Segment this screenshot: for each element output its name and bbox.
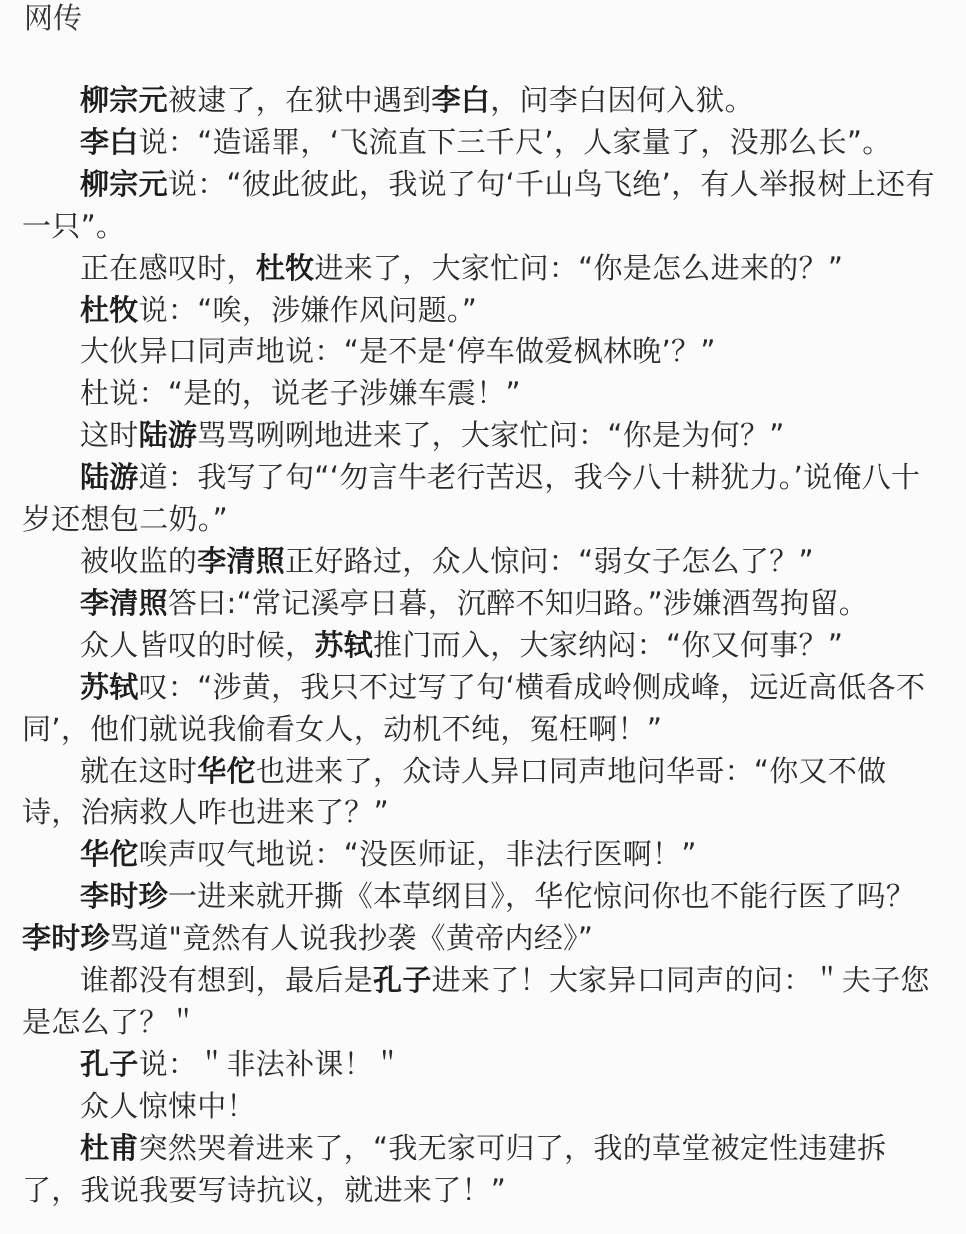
person-name: 杜牧 [255,250,315,285]
person-name: 华佗 [80,837,139,872]
paragraph-text: 说：“唉，涉嫌作风问题。” [138,292,478,327]
person-name: 杜甫 [80,1130,139,1165]
story-paragraph [22,667,942,751]
person-name: 柳宗元 [80,83,168,117]
source-label: 网传 [24,1,83,35]
story-paragraph [22,960,942,1044]
person-name: 李白 [80,124,139,159]
paragraph-text: 答曰:“常记溪亭日暮，沉醉不知归路。”涉嫌酒驾拘留。 [167,585,869,620]
paragraph-text: 进来了，大家忙问：“你是怎么进来的？” [314,250,844,285]
person-name: 孔子 [80,1046,139,1081]
story-paragraph [22,290,942,332]
paragraph-text: 唉声叹气地说：“没医师证，非法行医啊！” [138,837,697,872]
person-name: 苏轼 [80,669,139,704]
person-name: 杜牧 [80,292,139,327]
paragraph-text: 正在感叹时， [80,250,256,285]
paragraph-text: 谁都没有想到，最后是 [80,963,374,998]
story-paragraph [22,1044,942,1086]
paragraph-text: 杜说：“是的，说老子涉嫌车震！” [80,376,521,411]
paragraph-text: 这时 [80,418,139,453]
paragraph-text: 众人惊悚中！ [80,1088,256,1123]
paragraph-text: 众人皆叹的时候， [80,627,315,662]
story-paragraph [22,164,942,248]
story-paragraph [22,583,942,625]
paragraph-text: 被收监的 [80,543,198,578]
paragraph-text: 道：我写了句“‘勿言牛老行苦迟，我今八十耕犹力。’说俺八十岁还想包二奶。” [22,460,921,537]
story-paragraph [22,373,942,415]
story-paragraph [22,625,942,667]
person-name: 李白 [431,83,491,117]
story-paragraph [22,122,942,164]
paragraph-text: 大伙异口同声地说：“是不是‘停车做爱枫林晚’？” [80,334,716,369]
paragraph-text: 突然哭着进来了，“我无家可归了，我的草堂被定性违建拆了，我说我要写诗抗议，就进来了！” [22,1130,887,1207]
person-name: 苏轼 [314,627,374,662]
paragraph-text: 也进来了，众诗人异口同声地问华哥：“你又不做诗，治病救人咋也进来了？” [22,753,887,830]
article-body [22,80,942,1211]
paragraph-text: 骂骂咧咧地进来了，大家忙问：“你是为何？” [197,418,785,453]
paragraph-text: 进来了！大家异口同声的问：＂夫子您是怎么了？＂ [22,963,930,1039]
person-name: 李清照 [80,585,168,620]
paragraph-text: 被逮了，在狱中遇到 [167,83,432,117]
story-paragraph [22,415,942,457]
paragraph-text: 说：＂非法补课！＂ [138,1046,403,1081]
story-paragraph [22,541,942,583]
paragraph-text: 正好路过，众人惊问：“弱女子怎么了？” [285,543,814,578]
story-paragraph [22,1128,942,1212]
paragraph-text: 就在这时 [80,753,198,788]
person-name: 华佗 [197,753,256,788]
person-name: 柳宗元 [80,166,168,201]
paragraph-text: 一进来就开撕《本草纲目》，华佗惊问你也不能行医了吗？ [167,879,916,914]
story-paragraph [22,331,942,373]
person-name: 李时珍 [22,921,110,956]
paragraph-text: 推门而入，大家纳闷：“你又何事？” [373,627,844,662]
story-paragraph [22,834,942,876]
story-paragraph [22,457,942,541]
story-paragraph [22,751,942,835]
paragraph-text: 骂道"竟然有人说我抄袭《黄帝内经》” [109,921,594,956]
paragraph-text: 叹：“涉黄，我只不过写了句‘横看成岭侧成峰，远近高低各不同’，他们就说我偷看女人，动机不纯，冤枉啊！” [22,669,926,746]
paragraph-text: 说：“造谣罪，‘飞流直下三千尺’，人家量了，没那么长”。 [138,124,892,159]
paragraph-text: ，问李白因何入狱。 [490,83,754,117]
paragraph-text: 说：“彼此彼此，我说了句‘千山鸟飞绝’，有人举报树上还有一只”。 [22,166,935,243]
story-paragraph [22,248,942,290]
person-name: 陆游 [138,418,198,453]
story-paragraph [22,876,942,960]
person-name: 李清照 [197,543,286,578]
person-name: 李时珍 [80,879,168,914]
story-paragraph [22,80,942,122]
person-name: 陆游 [80,460,139,495]
person-name: 孔子 [373,963,432,998]
story-paragraph [22,1086,942,1128]
